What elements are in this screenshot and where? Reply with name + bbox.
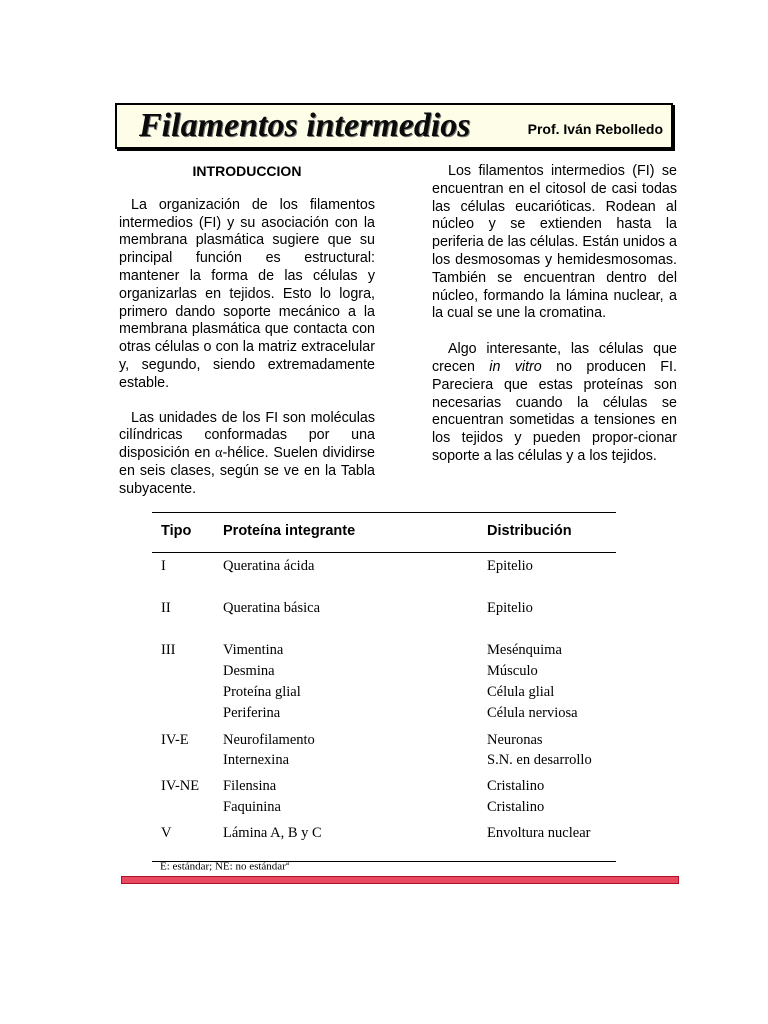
cell-distribution: Célula glial — [487, 684, 555, 700]
cell-type: I — [161, 558, 166, 574]
table-header-proteina: Proteína integrante — [223, 523, 356, 539]
cell-distribution: Envoltura nuclear — [487, 825, 591, 841]
alpha-symbol: α — [215, 445, 223, 462]
footer-bar — [121, 876, 679, 884]
author-name: Prof. Iván Rebolledo — [527, 121, 663, 137]
cell-protein: Faquinina — [223, 799, 281, 815]
right-paragraph-1: Los filamentos intermedios (FI) se encuentran en el citosol de casi todas las células eucarióticas. Rodean al núcleo y se extienden hasta la periferia de las células. Están unidos a los desmosomas y hemidesmosomas. También se encuentran dentro del núcleo, formando la lámina nuclear, a la cual se une la cromatina. — [432, 163, 677, 322]
section-heading: INTRODUCCION — [192, 163, 302, 179]
right-paragraph-2: Algo interesante, las células que crecen in vitro no producen FI. Pareciera que estas proteínas son necesarias cuando la células se encuentran sometidas a tensiones en los tejidos y pueden propor-cionar soporte a las células y a los tejidos. — [432, 341, 677, 464]
cell-protein: Lámina A, B y C — [223, 825, 322, 841]
cell-type: II — [161, 600, 171, 616]
table-footnote: E: estándar; NE: no estándar$^a$ — [160, 859, 289, 873]
cell-protein: Periferina — [223, 705, 281, 721]
document-title: Filamentos intermedios — [139, 107, 471, 144]
table-header-rule — [152, 552, 616, 553]
table-header-tipo: Tipo — [161, 523, 192, 539]
cell-protein: Queratina ácida — [223, 558, 315, 574]
left-column — [119, 163, 375, 499]
title-box — [115, 103, 673, 149]
cell-protein: Filensina — [223, 778, 277, 794]
cell-distribution: Epitelio — [487, 558, 533, 574]
cell-type: III — [161, 642, 176, 658]
cell-protein: Neurofilamento — [223, 732, 315, 748]
cell-protein: Queratina básica — [223, 600, 321, 616]
intro-paragraph-2: Las unidades de los FI son moléculas cilíndricas conformadas por una disposición en α-hélice. Suelen dividirse en seis clases, según se ve en la Tabla subyacente. — [119, 409, 375, 497]
cell-distribution: Neuronas — [487, 732, 543, 748]
cell-protein: Desmina — [223, 663, 275, 679]
cell-protein: Vimentina — [223, 642, 284, 658]
cell-distribution: S.N. en desarrollo — [487, 752, 592, 768]
right-column — [432, 163, 677, 466]
cell-distribution: Cristalino — [487, 778, 545, 794]
cell-distribution: Epitelio — [487, 600, 533, 616]
in-vitro-text: in vitro — [489, 358, 542, 375]
cell-type: V — [161, 825, 172, 841]
cell-type: IV-NE — [161, 778, 200, 794]
cell-protein: Internexina — [223, 752, 290, 768]
cell-distribution: Mesénquima — [487, 642, 562, 658]
cell-distribution: Célula nerviosa — [487, 705, 578, 721]
intro-paragraph-1: La organización de los filamentos intermedios (FI) y su asociación con la membrana plasmática sugiere que su principal función es estructural: mantener la forma de las células y organizarlas en tejidos. Esto lo logra, primero dando soporte mecánico a la membrana plasmática que contacta con otras células o con la matriz extracelular y, segundo, siendo extremadamente estable. — [119, 196, 375, 391]
cell-distribution: Músculo — [487, 663, 538, 679]
table-top-rule — [152, 512, 616, 513]
table-header-distribucion: Distribución — [487, 523, 572, 539]
cell-distribution: Cristalino — [487, 799, 545, 815]
cell-protein: Proteína glial — [223, 684, 301, 700]
cell-type: IV-E — [161, 732, 189, 748]
